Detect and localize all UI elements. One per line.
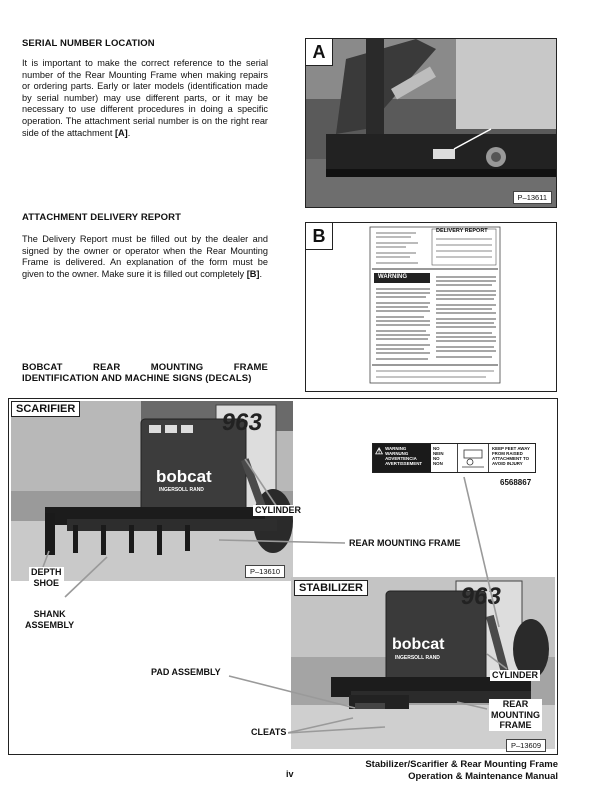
page-number: iv — [286, 769, 294, 779]
label-cylinder-bottom: CYLINDER — [492, 670, 539, 680]
decals-heading-line2: IDENTIFICATION AND MACHINE SIGNS (DECALS) — [22, 373, 252, 384]
figure-a — [305, 38, 557, 208]
serial-heading: SERIAL NUMBER LOCATION — [22, 38, 155, 49]
scarifier-code: P–13610 — [245, 565, 285, 578]
stabilizer-brand: bobcat — [392, 636, 445, 653]
stabilizer-tag: STABILIZER — [294, 580, 368, 596]
stabilizer-code: P–13609 — [506, 739, 546, 752]
figure-b — [305, 222, 557, 392]
label-rear-frame-bottom: REAR MOUNTING FRAME — [491, 699, 540, 730]
label-shank-assembly: SHANK ASSEMBLY — [25, 609, 75, 630]
label-pad-assembly: PAD ASSEMBLY — [151, 667, 221, 677]
figure-b-form-title: DELIVERY REPORT — [436, 228, 488, 234]
scarifier-brand-sub: INGERSOLL RAND — [159, 487, 204, 493]
decal-warning-block: ⚠ WARNING WARNUNG ADVERTENCIA AVERTISSEMENT — [373, 444, 431, 472]
manual-title-line2: Operation & Maintenance Manual — [408, 770, 558, 782]
manual-title — [365, 759, 558, 782]
label-cleats: CLEATS — [251, 727, 287, 737]
label-depth-shoe: DEPTH SHOE — [31, 567, 62, 588]
scarifier-tag: SCARIFIER — [11, 401, 80, 417]
manual-title-line1: Stabilizer/Scarifier & Rear Mounting Frame — [365, 759, 558, 770]
delivery-paragraph: The Delivery Report must be filled out by the dealer and signed by the owner or operator when the Rear Mounting Frame is delivered. An explanation of the form must be given to the owner. Make sure it is filled out completely [B]. — [22, 234, 268, 279]
main-figure — [8, 398, 558, 755]
label-cylinder-top: CYLINDER — [255, 505, 302, 515]
figure-b-letter: B — [306, 223, 333, 250]
figure-b-form — [306, 223, 556, 391]
stabilizer-model: 963 — [459, 583, 504, 610]
scarifier-brand: bobcat — [156, 467, 212, 486]
serial-paragraph: It is important to make the correct reference to the serial number of the Rear Mounting Frame when making repairs or ordering parts. Early or later models (identification made by serial number) may use different parts, or it may be necessary to use different procedures in doing a specific operation. The attachment serial number is on the right rear side of the attachment [A]. — [22, 58, 268, 138]
delivery-heading: ATTACHMENT DELIVERY REPORT — [22, 212, 182, 223]
figure-a-photo — [306, 39, 556, 207]
stabilizer-brand-sub: INGERSOLL RAND — [395, 655, 440, 661]
decal-text: KEEP FEET AWAY FROM RAISED ATTACHMENT TO AVOID INJURY — [492, 446, 530, 466]
figure-b-warning: WARNING — [378, 274, 407, 280]
warning-triangle-icon: ⚠ — [375, 446, 384, 456]
scarifier-model: 963 — [220, 409, 265, 436]
decal-number: 6568867 — [500, 478, 532, 487]
label-rear-frame-top: REAR MOUNTING FRAME — [349, 538, 461, 548]
warning-decal: ⚠ WARNING WARNUNG ADVERTENCIA AVERTISSEMENT NO NEIN NO NON KEEP FEET AWAY FROM RAISED ATTACHMENT TO AVOID INJURY — [372, 443, 536, 473]
figure-a-letter: A — [306, 39, 333, 66]
decals-heading-line1: BOBCAT REAR MOUNTING FRAME — [22, 362, 268, 373]
decals-heading — [22, 362, 268, 384]
decal-pictogram-icon — [457, 444, 489, 472]
figure-a-code: P–13611 — [513, 191, 552, 204]
